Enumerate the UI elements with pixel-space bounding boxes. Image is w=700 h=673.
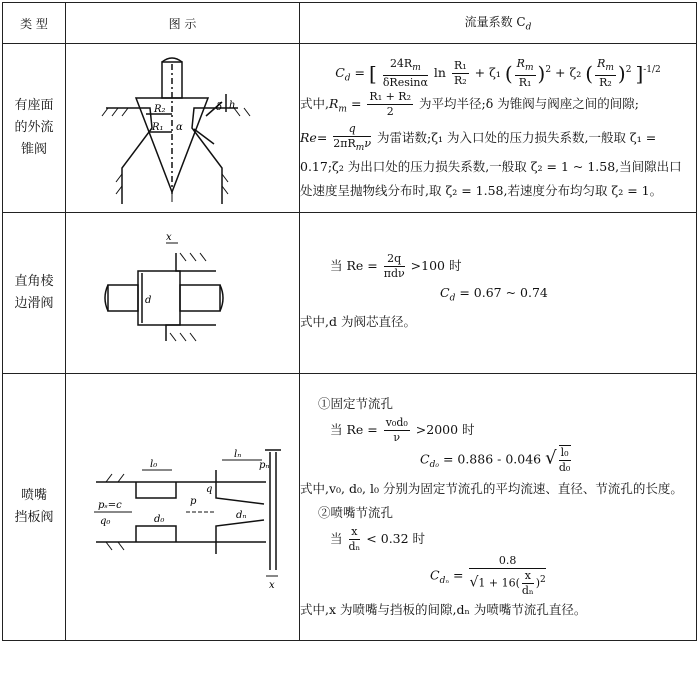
cd-sub: d bbox=[344, 73, 351, 84]
frac-rm-r1 bbox=[515, 57, 536, 90]
hatch bbox=[102, 108, 108, 116]
cd2-val: = 0.67 ~ 0.74 bbox=[459, 284, 548, 300]
exponent: -1/2 bbox=[643, 64, 661, 75]
cd2-sub: d bbox=[449, 293, 456, 304]
spool-valve-diagram bbox=[66, 213, 300, 373]
hatch bbox=[222, 186, 228, 194]
hatch bbox=[106, 474, 112, 482]
sqrt-den: d₀ bbox=[558, 461, 571, 474]
tail2: < 0.32 时 bbox=[366, 531, 426, 546]
t1-num: R₁ + R₂ bbox=[369, 90, 411, 104]
rm-sub-2: m bbox=[524, 63, 534, 74]
re2-tail: >100 时 bbox=[410, 257, 462, 273]
header-coeff-sub: d bbox=[525, 22, 532, 33]
cdn-den-num: x bbox=[522, 569, 534, 584]
table-row bbox=[3, 213, 697, 374]
paren-close-2: ) bbox=[617, 61, 626, 86]
t2-den-tail: ν bbox=[364, 136, 372, 150]
xdn-condition bbox=[300, 525, 696, 554]
t1c: m bbox=[338, 104, 347, 115]
cd0-sub: d₀ bbox=[429, 460, 439, 470]
f1-num: v₀d₀ bbox=[385, 416, 408, 429]
when1: 当 Re = bbox=[330, 422, 378, 437]
row3-diagram bbox=[66, 374, 300, 641]
hatch bbox=[118, 542, 124, 550]
paren-open-2: ( bbox=[585, 61, 594, 86]
cone-valve-diagram bbox=[66, 44, 300, 212]
rm-sub-1: m bbox=[412, 63, 421, 74]
r1-den: R₁ bbox=[518, 76, 532, 90]
text-line-1 bbox=[300, 90, 696, 122]
frac-24 bbox=[383, 57, 428, 90]
paren-close: ) bbox=[537, 61, 546, 86]
hatch bbox=[180, 253, 186, 261]
table-row bbox=[3, 44, 697, 213]
type-line: 边滑阀 bbox=[14, 296, 54, 311]
ln-text: ln bbox=[433, 64, 446, 80]
label-alpha: α bbox=[176, 122, 183, 133]
plus-zeta2: + ζ₂ bbox=[555, 64, 582, 80]
t2b: = bbox=[316, 130, 328, 146]
row1-formula bbox=[300, 44, 697, 213]
label-q: q bbox=[206, 484, 213, 495]
cdn-den-den: dₙ bbox=[521, 584, 534, 597]
type-line: 的外流 bbox=[14, 120, 54, 135]
header-type: 类 型 bbox=[3, 3, 66, 44]
rm-b: R bbox=[597, 56, 606, 70]
label-r1: R₁ bbox=[152, 122, 164, 133]
header-diagram: 图 示 bbox=[66, 3, 300, 44]
hatch bbox=[116, 186, 122, 194]
label-q0: q₀ bbox=[100, 516, 111, 527]
sqrt-icon: √ bbox=[545, 447, 557, 469]
orifice-bottom bbox=[136, 526, 176, 542]
hatch bbox=[118, 474, 124, 482]
row1-type bbox=[3, 44, 66, 213]
cdn-den-sq: 2 bbox=[540, 574, 546, 585]
sqrt-num: l₀ bbox=[560, 446, 569, 459]
label-ln: lₙ bbox=[234, 449, 242, 460]
t1d: = bbox=[350, 96, 362, 112]
nozzle-orifice-heading: ②喷嘴节流孔 bbox=[318, 505, 394, 520]
row2-type bbox=[3, 213, 66, 374]
cd0-eq: = 0.886 - 0.046 bbox=[442, 451, 542, 467]
hatch bbox=[222, 174, 228, 182]
hatch bbox=[200, 253, 206, 261]
tail1: >2000 时 bbox=[415, 422, 475, 437]
frac-r1r2 bbox=[452, 59, 469, 88]
when-text: 当 Re = bbox=[330, 257, 378, 273]
cd-formula bbox=[300, 53, 696, 91]
label-p: p bbox=[190, 496, 197, 507]
hatch bbox=[122, 108, 128, 116]
label-pn: pₙ bbox=[259, 460, 270, 471]
spool-shaft-left bbox=[108, 285, 138, 311]
nozzle-top bbox=[216, 470, 264, 504]
label-l0: l₀ bbox=[150, 459, 158, 470]
frac-l0d0 bbox=[559, 445, 571, 475]
row3-formula bbox=[300, 374, 697, 641]
cdn-den-a: 1 + 16 bbox=[478, 576, 516, 590]
header-coeff-text: 流量系数 C bbox=[464, 15, 526, 30]
note-1: 式中,v₀, d₀, l₀ 分别为固定节流孔的平均流速、直径、节流孔的长度。 bbox=[300, 481, 683, 496]
header-row bbox=[3, 3, 697, 44]
hatch bbox=[190, 253, 196, 261]
label-delta: δ bbox=[216, 102, 223, 113]
frac-rm-r2 bbox=[595, 57, 616, 90]
frac-rm-def bbox=[367, 90, 413, 119]
note-2: 式中,x 为喷嘴与挡板的间隙,dₙ 为喷嘴节流孔直径。 bbox=[300, 602, 587, 617]
header-coeff bbox=[300, 3, 697, 44]
f1-den: ν bbox=[393, 431, 401, 444]
rm-sub-3: m bbox=[605, 63, 614, 74]
num-24: 24R bbox=[389, 56, 413, 70]
label-h: h bbox=[229, 100, 236, 111]
spool-shaft-right bbox=[180, 285, 220, 311]
frac-cdn: 0.8 √1 + 16( $\frac{x}{\text{dₙ}}$ )$^2$ bbox=[469, 554, 546, 597]
t2-den-sub: m bbox=[355, 143, 365, 154]
cd0-formula bbox=[300, 445, 696, 477]
fixed-orifice-heading: ①固定节流孔 bbox=[318, 396, 394, 411]
cdn: C bbox=[430, 567, 440, 583]
label-x: x bbox=[166, 232, 172, 243]
cdn-formula bbox=[300, 554, 696, 598]
row2-diagram bbox=[66, 213, 300, 374]
text-line-4: 处速度呈抛物线分布时,取 ζ₂ = 1.58,若速度分布均匀取 ζ₂ = 1。 bbox=[300, 183, 663, 199]
cdn-sub: dₙ bbox=[439, 576, 449, 586]
type-line: 锥阀 bbox=[20, 142, 47, 157]
r2-den: R₂ bbox=[453, 73, 467, 87]
hatch bbox=[112, 108, 118, 116]
cd-symbol: C bbox=[335, 64, 345, 80]
hatch bbox=[180, 333, 186, 341]
when2: 当 bbox=[330, 531, 343, 546]
sleeve-bottom bbox=[166, 325, 216, 341]
t1a: 式中, bbox=[300, 96, 329, 112]
nozzle-flapper-diagram bbox=[66, 374, 300, 640]
type-line: 挡板阀 bbox=[14, 510, 54, 525]
re-condition bbox=[300, 252, 696, 281]
frac-xdn bbox=[349, 525, 361, 554]
label-r2: R₂ bbox=[154, 104, 166, 115]
rm-a: R bbox=[516, 56, 525, 70]
plus-zeta1: + ζ₁ bbox=[474, 64, 501, 80]
cd0: C bbox=[420, 451, 430, 467]
t2-den: 2πR bbox=[333, 136, 356, 150]
type-line: 有座面 bbox=[14, 98, 54, 113]
text-line-3: 0.17;ζ₂ 为出口处的压力损失系数,一般取 ζ₂ = 1 ~ 1.58,当间隙出口 bbox=[300, 159, 682, 175]
t1b: R bbox=[328, 96, 339, 112]
delta-line-2 bbox=[194, 129, 214, 144]
paren-open: ( bbox=[504, 61, 513, 86]
flow-coefficient-table bbox=[2, 2, 697, 641]
hatch bbox=[170, 333, 176, 341]
type-line: 直角棱 bbox=[14, 274, 54, 289]
t1-den: 2 bbox=[386, 105, 394, 119]
hatch bbox=[244, 108, 250, 116]
t1e: 为平均半径;δ 为锥阀与阀座之间的间隙; bbox=[418, 96, 639, 112]
cd-range bbox=[300, 281, 696, 311]
frac-re2 bbox=[384, 252, 405, 281]
label-x3: x bbox=[269, 580, 275, 591]
row3-type bbox=[3, 374, 66, 641]
row2-formula bbox=[300, 213, 697, 374]
frac-v0d0 bbox=[384, 416, 410, 445]
hatch bbox=[190, 333, 196, 341]
label-dn: dₙ bbox=[236, 510, 247, 521]
table-row bbox=[3, 374, 697, 641]
nozzle-bottom bbox=[216, 520, 264, 554]
orifice-top bbox=[136, 482, 176, 498]
t2-num: q bbox=[348, 121, 356, 135]
label-d0: d₀ bbox=[154, 514, 165, 525]
text-line-2 bbox=[300, 122, 696, 155]
square-1: 2 bbox=[545, 64, 552, 75]
square-2: 2 bbox=[625, 64, 632, 75]
frac-xdn-2 bbox=[522, 569, 534, 598]
type-line: 喷嘴 bbox=[20, 488, 47, 503]
spool-note: 式中,d 为阀芯直径。 bbox=[300, 314, 416, 330]
t2a: Re bbox=[300, 130, 317, 146]
frac-re bbox=[333, 122, 371, 155]
row1-diagram bbox=[66, 44, 300, 213]
bracket-open: [ bbox=[369, 61, 377, 86]
t2c: 为雷诺数;ζ₁ 为入口处的压力损失系数,一般取 ζ₁ = bbox=[377, 130, 657, 146]
hatch bbox=[106, 542, 112, 550]
re-condition-3 bbox=[300, 416, 696, 445]
cd2: C bbox=[440, 284, 450, 300]
label-d: d bbox=[145, 295, 152, 306]
f2-num: x bbox=[349, 525, 361, 540]
sqrt-icon-2: √ bbox=[469, 574, 479, 591]
label-ps: pₛ=c bbox=[98, 500, 122, 511]
bracket-close: ] bbox=[635, 61, 644, 86]
hatch bbox=[116, 174, 122, 182]
re2-den: πdν bbox=[383, 266, 405, 280]
re2-num: 2q bbox=[384, 252, 405, 267]
r1-num: R₁ bbox=[453, 58, 467, 72]
den-delta: δResinα bbox=[382, 76, 428, 90]
cdn-eq: = bbox=[452, 567, 464, 583]
cdn-num: 0.8 bbox=[469, 554, 545, 569]
r2-den-2: R₂ bbox=[599, 76, 612, 90]
eq-sign: = bbox=[354, 64, 366, 80]
f2-den: dₙ bbox=[348, 540, 361, 553]
